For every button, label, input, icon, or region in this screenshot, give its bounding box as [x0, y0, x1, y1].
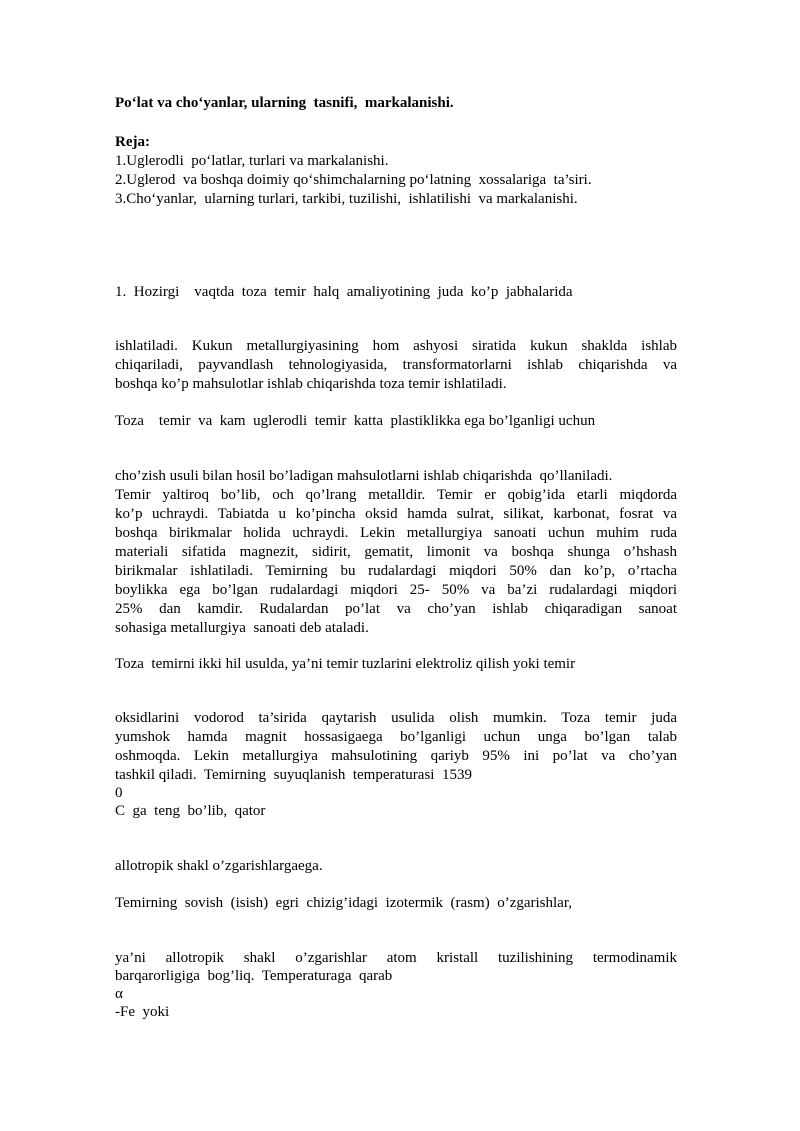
paragraph-line: Temir yaltiroq bo’lib, och qo’lrang metalldir. Temir er qobig’ida etarli miqdorda [115, 487, 677, 503]
paragraph-lead: Toza temir va kam uglerodli temir katta plastiklikka ega bo’lganligi uchun [115, 413, 596, 429]
paragraph-line: materiali sifatida magnezit, sidirit, gematit, limonit va boshqa shunga o’hshash [115, 544, 677, 560]
paragraph-line: cho’zish usuli bilan hosil bo’ladigan mahsulotlarni ishlab chiqarishda qo’llaniladi. [115, 468, 613, 484]
paragraph-lead: Temirning sovish (isish) egri chizig’idagi izotermik (rasm) o’zgarishlar, [115, 895, 572, 911]
paragraph-line: boshqa birikmalar holida uchraydi. Lekin metallurgiya sanoati uchun muhim ruda [115, 525, 677, 541]
paragraph-line: oksidlarini vodorod ta’sirida qaytarish usulida olish mumkin. Toza temir juda [115, 710, 677, 726]
plan-item: 2.Uglerod va boshqa doimiy qo‘shimchalarning po‘latning xossalariga ta’siri. [115, 172, 592, 188]
paragraph-line: 25% dan kamdir. Rudalardan po’lat va cho’yan ishlab chiqaradigan sanoat [115, 601, 677, 617]
superscript-degree: 0 [115, 785, 123, 801]
paragraph-lead: Toza temirni ikki hil usulda, ya’ni temir tuzlarini elektroliz qilish yoki temir [115, 656, 576, 672]
alpha-symbol: α [115, 986, 123, 1002]
paragraph-line: sohasiga metallurgiya sanoati deb ataladi. [115, 620, 369, 636]
paragraph-line: C ga teng bo’lib, qator [115, 803, 266, 819]
paragraph-line: chiqariladi, payvandlash tehnologiyasida, transformatorlarni ishlab chiqarishda va [115, 357, 677, 373]
paragraph-line: yumshok hamda magnit hossasigaega bo’lganligi uchun unga bo’lgan talab [115, 729, 677, 745]
plan-heading: Reja: [115, 134, 150, 150]
paragraph-line: tashkil qiladi. Temirning suyuqlanish temperaturasi 1539 [115, 767, 472, 783]
paragraph-line: ya’ni allotropik shakl o’zgarishlar atom kristall tuzilishining termodinamik [115, 950, 677, 966]
paragraph-line: -Fe yoki [115, 1004, 170, 1020]
paragraph-line: ko’p uchraydi. Tabiatda u ko’pincha oksid hamda sulrat, silikat, karbonat, fosrat va [115, 506, 677, 522]
plan-item: 3.Cho‘yanlar, ularning turlari, tarkibi, tuzilishi, ishlatilishi va markalanishi. [115, 191, 578, 207]
paragraph-line: barqarorligiga bog’liq. Temperaturaga qarab [115, 968, 393, 984]
paragraph-line: allotropik shakl o’zgarishlargaega. [115, 858, 323, 874]
plan-item: 1.Uglerodli po‘latlar, turlari va markalanishi. [115, 153, 389, 169]
paragraph-line: boylikka ega bo’lgan rudalardagi miqdori 25- 50% va ba’zi rudalardagi miqdori [115, 582, 677, 598]
paragraph-line: birikmalar ishlatiladi. Temirning bu rudalardagi miqdori 50% dan ko’p, o’rtacha [115, 563, 677, 579]
paragraph-line: oshmoqda. Lekin metallurgiya mahsulotining qariyb 95% ini po’lat va cho’yan [115, 748, 677, 764]
document-title: Po‘lat va cho‘yanlar, ularning tasnifi, markalanishi. [115, 95, 454, 111]
paragraph-line: ishlatiladi. Kukun metallurgiyasining hom ashyosi siratida kukun shaklda ishlab [115, 338, 677, 354]
paragraph-lead: 1. Hozirgi vaqtda toza temir halq amaliyotining juda ko’p jabhalarida [115, 284, 573, 300]
paragraph-line: boshqa ko’p mahsulotlar ishlab chiqarishda toza temir ishlatiladi. [115, 376, 507, 392]
